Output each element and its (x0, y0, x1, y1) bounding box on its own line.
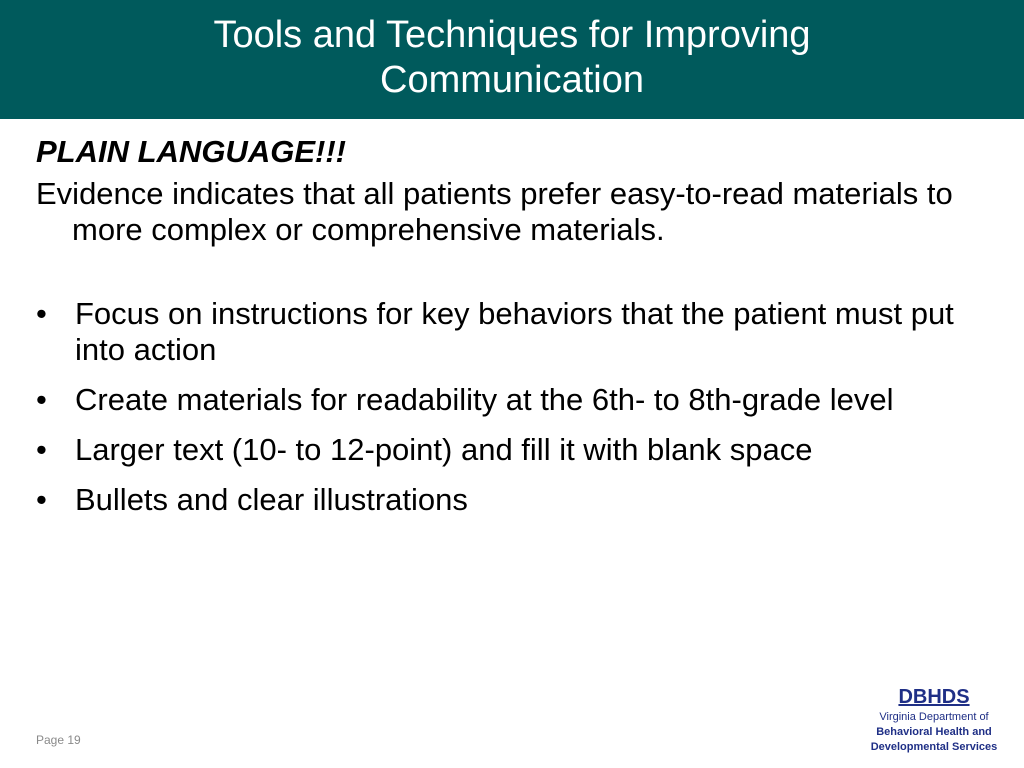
bullet-text: Focus on instructions for key behaviors that the patient must put into action (75, 296, 954, 367)
section-heading: PLAIN LANGUAGE!!! (36, 134, 346, 169)
slide-title-line-1: Tools and Techniques for Improving (213, 13, 811, 56)
bullet-item (36, 296, 986, 368)
bullet-item (36, 382, 986, 418)
bullet-icon: • (36, 482, 47, 517)
bullet-icon: • (36, 382, 47, 417)
title-bar (0, 0, 1024, 119)
logo-line-2: Behavioral Health and (876, 726, 992, 738)
slide-body (36, 128, 986, 532)
logo-line-3: Developmental Services (870, 741, 998, 753)
page-number: Page 19 (36, 733, 81, 747)
bullet-item (36, 482, 986, 518)
bullet-list (36, 296, 986, 518)
logo-acronym: DBHDS (898, 686, 970, 708)
bullet-text: Create materials for readability at the 6th- to 8th-grade level (75, 382, 894, 417)
bullet-text: Bullets and clear illustrations (75, 482, 468, 517)
bullet-text: Larger text (10- to 12-point) and fill it with blank space (75, 432, 813, 467)
intro-paragraph: Evidence indicates that all patients prefer easy-to-read materials to more complex or comprehensive materials. (36, 176, 953, 247)
bullet-icon: • (36, 296, 47, 331)
bullet-icon: • (36, 432, 47, 467)
logo-line-1: Virginia Department of (879, 711, 989, 723)
bullet-item (36, 432, 986, 468)
slide-title (213, 13, 810, 107)
dbhds-logo (858, 684, 1010, 755)
slide-title-line-2: Communication (380, 58, 644, 101)
